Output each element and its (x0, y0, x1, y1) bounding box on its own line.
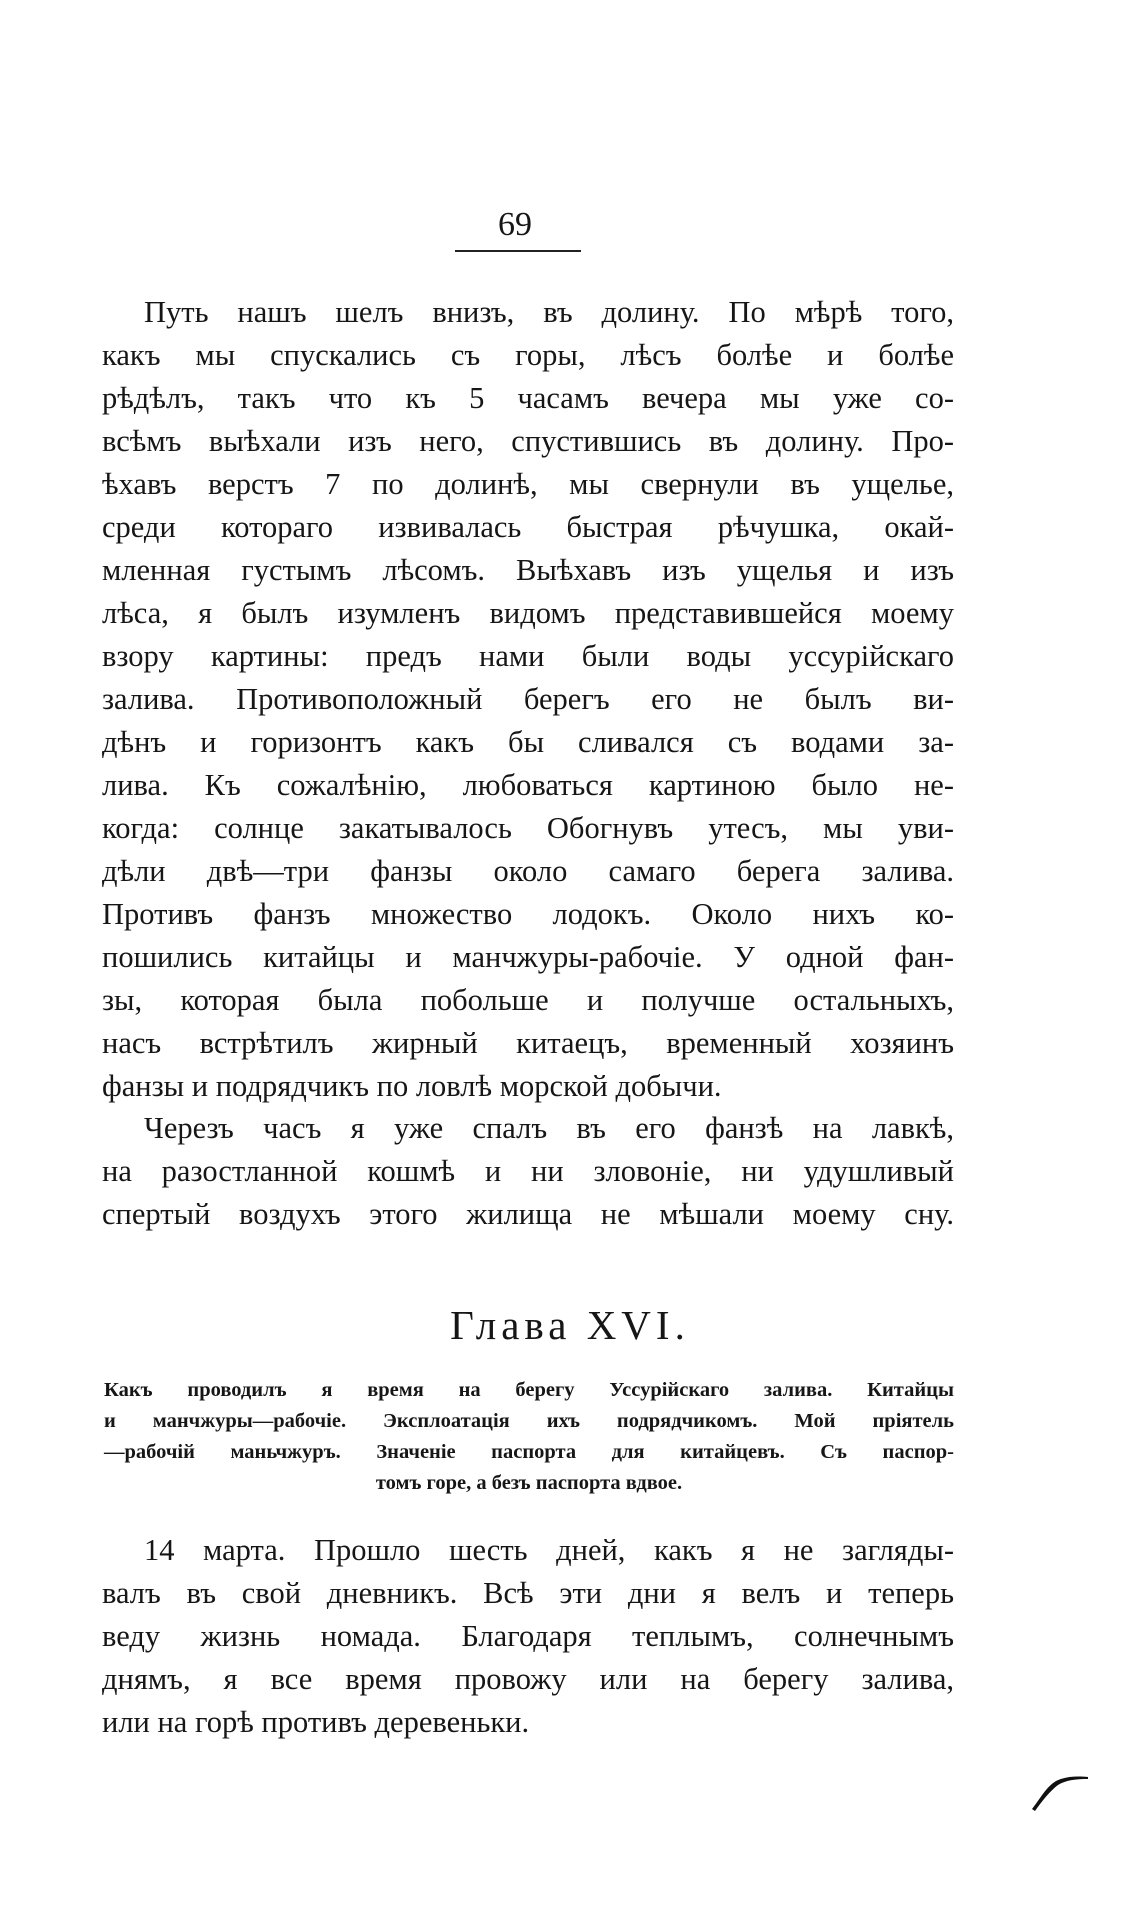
text-line: лѣса, я былъ изумленъ видомъ представившейся моему (102, 596, 954, 630)
ink-flourish-mark (1030, 1773, 1090, 1813)
text-line: на разостланной кошмѣ и ни зловоніе, ни удушливый (102, 1154, 954, 1188)
chapter-summary (104, 1375, 954, 1499)
paragraph-sleep (102, 1107, 954, 1236)
text-line: фанзы и подрядчикъ по ловлѣ морской добычи. (102, 1069, 722, 1103)
text-line: или на горѣ противъ деревеньки. (102, 1705, 530, 1739)
text-line: зы, которая была побольше и получше остальныхъ, (102, 983, 954, 1017)
text-line: 14 марта. Прошло шесть дней, какъ я не загляды- (144, 1533, 954, 1567)
text-line: веду жизнь номада. Благодаря теплымъ, солнечнымъ (102, 1619, 954, 1653)
text-line: среди котораго извивалась быстрая рѣчушка, окай- (102, 510, 954, 544)
text-line: дѣли двѣ—три фанзы около самаго берега залива. (102, 854, 954, 888)
summary-line: и манчжуры—рабочіе. Эксплоатація ихъ подрядчикомъ. Мой пріятель (104, 1410, 954, 1432)
text-line: какъ мы спускались съ горы, лѣсъ болѣе и болѣе (102, 338, 954, 372)
text-line: Противъ фанзъ множество лодокъ. Около нихъ ко- (102, 897, 954, 931)
text-line: всѣмъ выѣхали изъ него, спустившись въ долину. Про- (102, 424, 954, 458)
summary-line: Какъ проводилъ я время на берегу Уссурійскаго залива. Китайцы (104, 1379, 954, 1401)
text-line: залива. Противоположный берегъ его не былъ ви- (102, 682, 954, 716)
paragraph-journey (102, 291, 954, 1108)
text-line: спертый воздухъ этого жилища не мѣшали моему сну. (102, 1197, 954, 1231)
summary-line: томъ горе, а безъ паспорта вдвое. (375, 1472, 683, 1494)
text-line: Черезъ часъ я уже спалъ въ его фанзѣ на лавкѣ, (144, 1111, 954, 1145)
text-line: взору картины: предъ нами были воды уссурійскаго (102, 639, 954, 673)
text-line: Путь нашъ шелъ внизъ, въ долину. По мѣрѣ того, (144, 295, 954, 329)
paragraph-diary-entry (102, 1529, 954, 1744)
page-number: 69 (498, 206, 532, 243)
text-line: ѣхавъ верстъ 7 по долинѣ, мы свернули въ ущелье, (102, 467, 954, 501)
text-line: дѣнъ и горизонтъ какъ бы сливался съ водами за- (102, 725, 954, 759)
text-line: лива. Къ сожалѣнію, любоваться картиною было не- (102, 768, 954, 802)
text-line: мленная густымъ лѣсомъ. Выѣхавъ изъ ущелья и изъ (102, 553, 954, 587)
text-line: пошились китайцы и манчжуры-рабочіе. У одной фан- (102, 940, 954, 974)
text-line: когда: солнце закатывалось Обогнувъ утесъ, мы уви- (102, 811, 954, 845)
page-number-rule (455, 250, 581, 252)
text-line: рѣдѣлъ, такъ что къ 5 часамъ вечера мы уже со- (102, 381, 954, 415)
text-line: насъ встрѣтилъ жирный китаецъ, временный хозяинъ (102, 1026, 954, 1060)
chapter-title: Глава XVI. (450, 1302, 690, 1348)
summary-line: —рабочій маньчжуръ. Значеніе паспорта для китайцевъ. Съ паспор- (104, 1441, 954, 1463)
text-line: днямъ, я все время провожу или на берегу залива, (102, 1662, 954, 1696)
text-line: валъ въ свой дневникъ. Всѣ эти дни я велъ и теперь (102, 1576, 954, 1610)
